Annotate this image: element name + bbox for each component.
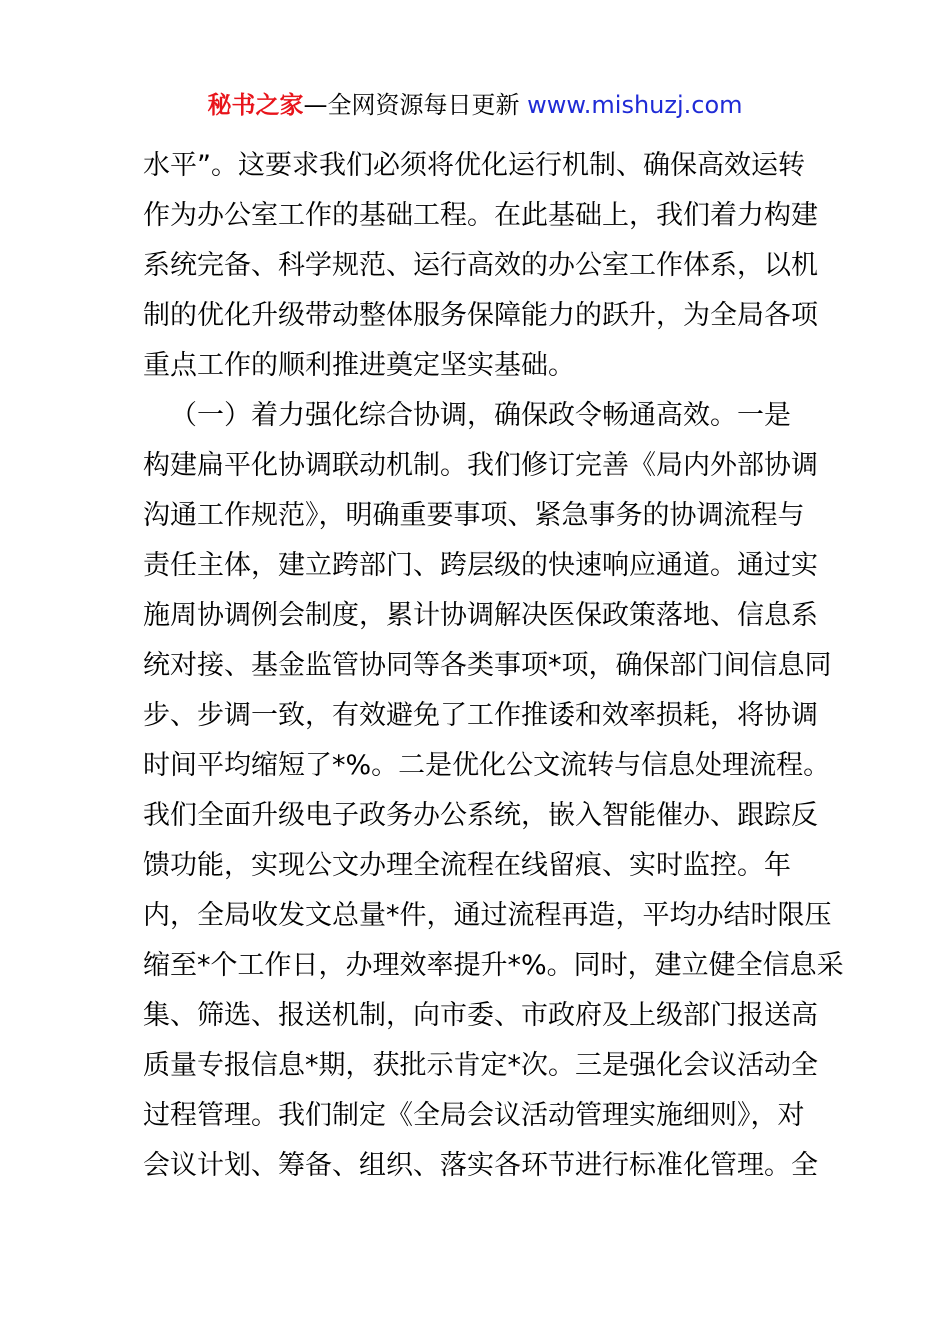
text-line: 构建扁平化协调联动机制。我们修订完善《局内外部协调 — [143, 450, 818, 481]
text-line: 系统完备、科学规范、运行高效的办公室工作体系，以机 — [143, 250, 818, 281]
text-line: 集、筛选、报送机制，向市委、市政府及上级部门报送高 — [143, 1000, 818, 1031]
text-line: 内，全局收发文总量*件，通过流程再造，平均办结时限压 — [143, 900, 832, 931]
text-line: 时间平均缩短了*%。二是优化公文流转与信息处理流程。 — [143, 750, 831, 781]
page-header — [0, 88, 950, 122]
text-line: 施周协调例会制度，累计协调解决医保政策落地、信息系 — [143, 600, 818, 631]
text-line: 缩至*个工作日，办理效率提升*%。同时，建立健全信息采 — [143, 950, 844, 981]
text-line: 会议计划、筹备、组织、落实各环节进行标准化管理。全 — [143, 1150, 818, 1181]
brand-name: 秘书之家 — [207, 91, 304, 119]
text-line: 水平”。这要求我们必须将优化运行机制、确保高效运转 — [143, 150, 805, 181]
text-line: 责任主体，建立跨部门、跨层级的快速响应通道。通过实 — [143, 550, 818, 581]
section-heading-line: （一）着力强化综合协调，确保政令畅通高效。一是 — [170, 400, 791, 431]
text-line: 制的优化升级带动整体服务保障能力的跃升，为全局各项 — [143, 300, 818, 331]
text-line: 我们全面升级电子政务办公系统，嵌入智能催办、跟踪反 — [143, 800, 818, 831]
text-line: 步、步调一致，有效避免了工作推诿和效率损耗，将协调 — [143, 700, 818, 731]
site-url-link[interactable]: www.mishuzj.com — [527, 91, 743, 119]
text-line: 重点工作的顺利推进奠定坚实基础。 — [143, 350, 575, 381]
text-line: 沟通工作规范》，明确重要事项、紧急事务的协调流程与 — [143, 500, 805, 531]
text-line: 统对接、基金监管协同等各类事项*项，确保部门间信息同 — [143, 650, 832, 681]
document-body — [143, 141, 844, 1191]
text-line: 馈功能，实现公文办理全流程在线留痕、实时监控。年 — [143, 850, 791, 881]
header-tagline: —全网资源每日更新 — [303, 91, 520, 119]
text-line: 过程管理。我们制定《全局会议活动管理实施细则》，对 — [143, 1100, 805, 1131]
text-line: 作为办公室工作的基础工程。在此基础上，我们着力构建 — [143, 200, 818, 231]
text-line: 质量专报信息*期，获批示肯定*次。三是强化会议活动全 — [143, 1050, 818, 1081]
